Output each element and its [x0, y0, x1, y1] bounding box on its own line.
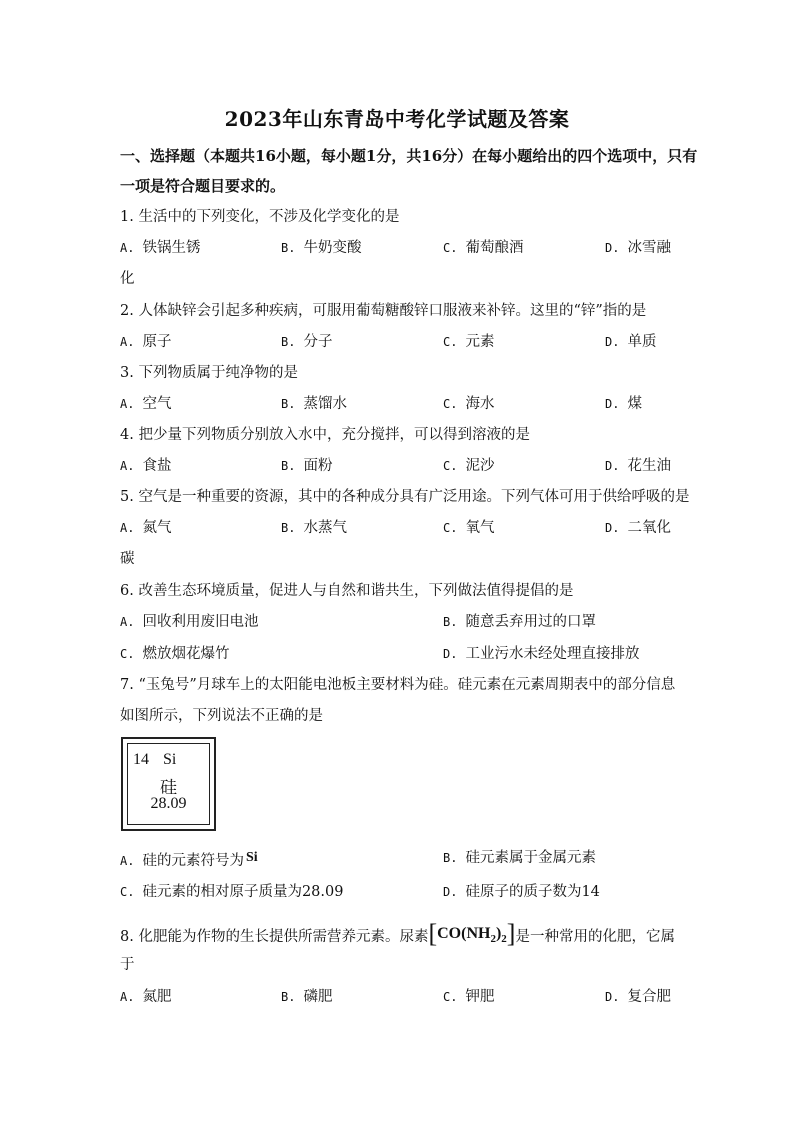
element-symbol: Si [163, 751, 177, 768]
question-3-option-d: D. 煤 [605, 396, 642, 412]
question-3-stem: 3. 下列物质属于纯净物的是 [120, 365, 298, 381]
question-3-option-a: A. 空气 [120, 396, 172, 412]
question-6-option-d: D. 工业污水未经处理直接排放 [443, 646, 640, 662]
question-5-option-d-continued: 碳 [120, 551, 135, 567]
question-1-option-d: D. 冰雪融 [605, 240, 671, 256]
atomic-mass: 28.09 [150, 795, 187, 812]
question-6-option-c: C. 燃放烟花爆竹 [120, 646, 230, 662]
question-8-option-d: D. 复合肥 [605, 989, 671, 1005]
question-3-option-c: C. 海水 [443, 396, 495, 412]
question-4-stem: 4. 把少量下列物质分别放入水中，充分搅拌，可以得到溶液的是 [120, 427, 530, 443]
question-2-stem: 2. 人体缺锌会引起多种疾病，可服用葡萄糖酸锌口服液来补锌。这里的“锌”指的是 [120, 303, 647, 319]
question-7-stem-line1: 7. “玉兔号”月球车上的太阳能电池板主要材料为硅。硅元素在元素周期表中的部分信息 [120, 677, 676, 693]
question-1-option-c: C. 葡萄酿酒 [443, 240, 524, 256]
question-1-stem: 1. 生活中的下列变化，不涉及化学变化的是 [120, 209, 400, 225]
question-5-stem: 5. 空气是一种重要的资源，其中的各种成分具有广泛用途。下列气体可用于供给呼吸的是 [120, 489, 690, 505]
question-7-option-d: D. 硅原子的质子数为14 [443, 884, 600, 900]
question-5-option-c: C. 氧气 [443, 520, 495, 536]
question-2-option-c: C. 元素 [443, 334, 495, 350]
question-4-option-c: C. 泥沙 [443, 458, 495, 474]
question-5-option-a: A. 氮气 [120, 520, 172, 536]
question-7-option-b: B. 硅元素属于金属元素 [443, 850, 596, 866]
question-4-option-a: A. 食盐 [120, 458, 172, 474]
silicon-element-tile [121, 737, 216, 831]
question-6-stem: 6. 改善生态环境质量，促进人与自然和谐共生，下列做法值得提倡的是 [120, 583, 574, 599]
question-8-stem-line1: 8. 化肥能为作物的生长提供所需营养元素。尿素$[CO(NH_2)_2]$是一种常用的化肥，它属 [120, 919, 675, 948]
element-name: 硅 [160, 778, 177, 798]
question-8-stem-line2: 于 [120, 957, 135, 973]
question-7-option-c: C. 硅元素的相对原子质量为28.09 [120, 884, 344, 900]
page-title: 2023年山东青岛中考化学试题及答案 [224, 107, 570, 131]
question-1-option-a: A. 铁锅生锈 [120, 240, 201, 256]
question-1-option-d-continued: 化 [120, 271, 135, 287]
question-3-option-b: B. 蒸馏水 [281, 396, 347, 412]
question-8-option-a: A. 氮肥 [120, 989, 172, 1005]
question-2-option-a: A. 原子 [120, 334, 172, 350]
urea-formula: $[CO(NH_2)_2]$ [428, 919, 516, 948]
question-4-option-d: D. 花生油 [605, 458, 671, 474]
section-heading-line2: 一项是符合题目要求的。 [120, 177, 286, 195]
question-4-option-b: B. 面粉 [281, 458, 333, 474]
question-6-option-a: A. 回收利用废旧电池 [120, 614, 259, 630]
question-1-option-b: B. 牛奶变酸 [281, 240, 362, 256]
question-2-option-d: D. 单质 [605, 334, 657, 350]
question-7-option-a: A. 硅的元素符号为 Si [120, 850, 258, 869]
question-8-option-b: B. 磷肥 [281, 989, 333, 1005]
question-5-option-d: D. 二氧化 [605, 520, 671, 536]
question-5-option-b: B. 水蒸气 [281, 520, 347, 536]
si-symbol-inline: Si [245, 850, 258, 865]
question-2-option-b: B. 分子 [281, 334, 333, 350]
element-tile-header [133, 751, 176, 769]
question-8-option-c: C. 钾肥 [443, 989, 495, 1005]
atomic-number: 14 [133, 751, 149, 768]
question-7-stem-line2: 如图所示，下列说法不正确的是 [120, 708, 323, 724]
question-6-option-b: B. 随意丢弃用过的口罩 [443, 614, 596, 630]
section-heading-line1: 一、选择题（本题共16小题，每小题1分，共16分）在每小题给出的四个选项中，只有 [120, 147, 698, 165]
